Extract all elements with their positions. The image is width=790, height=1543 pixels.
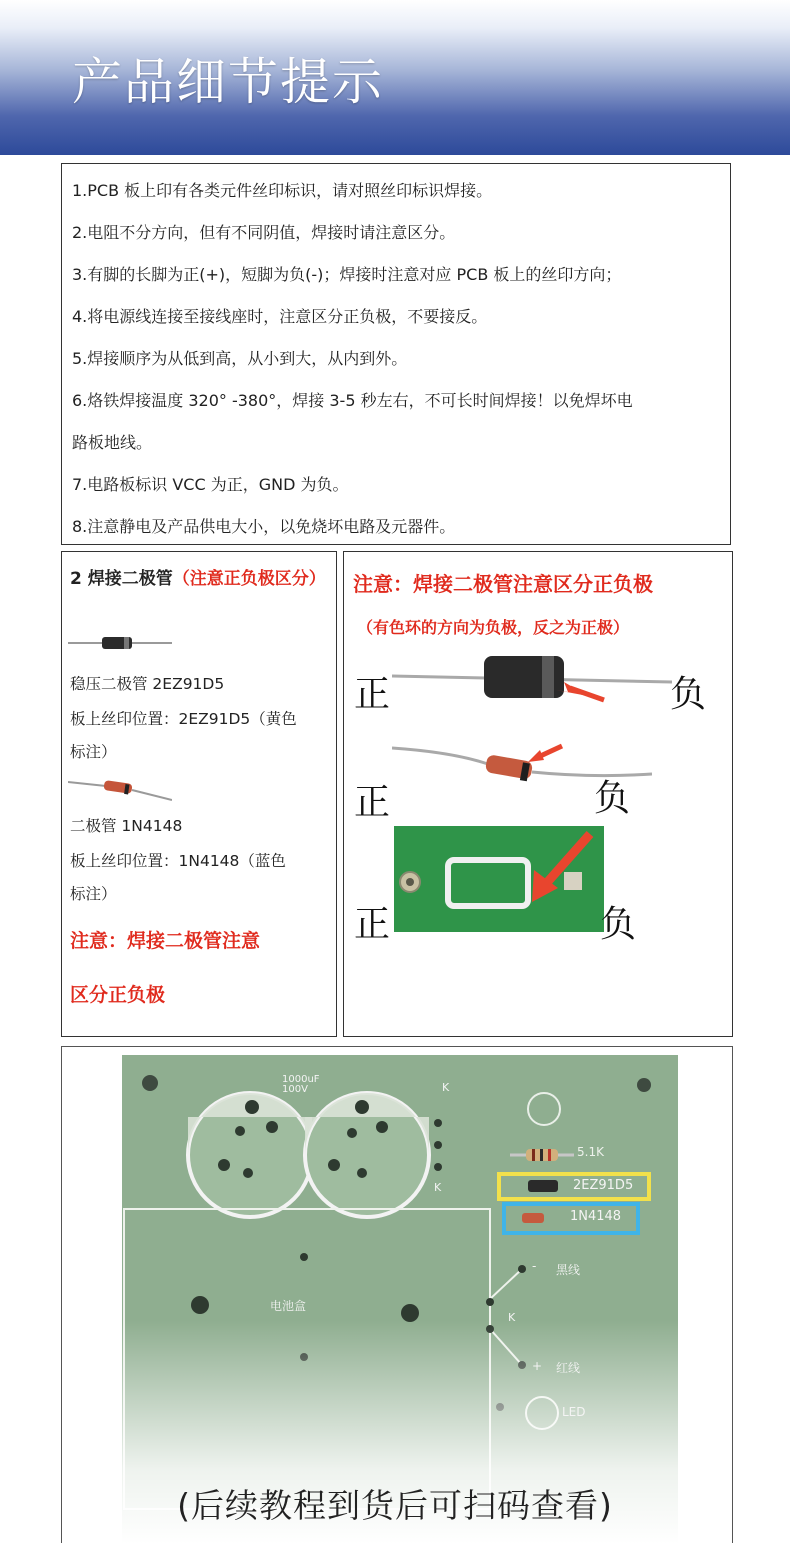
section-title-text: 2 焊接二极管 — [70, 569, 173, 589]
notes-box — [61, 163, 731, 545]
signal-diode-image — [68, 774, 172, 802]
note-item: 3.有脚的长脚为正(+)，短脚为负(-)；焊接时注意对应 PCB 板上的丝印方向； — [72, 265, 622, 284]
negative-label: 负 — [600, 904, 637, 945]
note-item: 8.注意静电及产品供电大小，以免烧坏电路及元器件。 — [72, 517, 456, 536]
section-title — [70, 562, 332, 596]
signal-diode-name: 二极管 1N4148 — [70, 817, 183, 835]
zener-silk-position-cont: 标注） — [70, 743, 117, 761]
zener-diode-photo — [392, 646, 672, 716]
positive-label: 正 — [354, 782, 391, 823]
section-title-note: （注意正负极区分） — [172, 569, 326, 589]
zener-diode-name: 稳压二极管 2EZ91D5 — [70, 675, 225, 693]
plus-sign: + — [532, 1359, 543, 1373]
note-item: 路板地线。 — [72, 433, 153, 452]
polarity-warning: 注意：焊接二极管注意 — [70, 930, 261, 952]
note-item: 4.将电源线连接至接线座时，注意区分正负极，不要接反。 — [72, 307, 488, 326]
diode-silk-label: 1N4148 — [570, 1209, 622, 1224]
page-header — [0, 0, 790, 155]
capacitor-value: 1000uF — [282, 1074, 320, 1085]
polarity-guide-subtitle: （有色环的方向为负极，反之为正极） — [357, 618, 630, 637]
signal-silk-position-cont: 标注） — [70, 885, 117, 903]
positive-label: 正 — [354, 904, 391, 945]
zener-silk-label: 2EZ91D5 — [573, 1178, 634, 1193]
capacitor-voltage: 100V — [282, 1084, 308, 1095]
k-silk-label: K — [442, 1081, 450, 1094]
tutorial-footer-note: (后续教程到货后可扫码查看) — [177, 1486, 613, 1525]
signal-silk-position: 板上丝印位置：1N4148（蓝色 — [70, 852, 286, 870]
led-silk-label: LED — [562, 1405, 586, 1419]
diode-info-panel — [61, 551, 337, 1037]
battery-box-label: 电池盒 — [270, 1299, 307, 1313]
note-item: 2.电阻不分方向，但有不同阴值，焊接时请注意区分。 — [72, 223, 456, 242]
zener-diode-image — [68, 634, 172, 652]
note-item: 6.烙铁焊接温度 320° -380°，焊接 3-5 秒左右，不可长时间焊接！以免焊坏电 — [72, 391, 633, 410]
pcb-board-illustration — [62, 1047, 733, 1543]
pcb-board-photo — [61, 1046, 733, 1543]
polarity-guide-title: 注意：焊接二极管注意区分正负极 — [353, 572, 653, 596]
negative-label: 负 — [594, 778, 631, 819]
page-title: 产品细节提示 — [72, 53, 384, 111]
note-item: 1.PCB 板上印有各类元件丝印标识，请对照丝印标识焊接。 — [72, 181, 493, 200]
red-wire-label: 红线 — [556, 1361, 581, 1375]
k-silk-label: K — [508, 1311, 516, 1324]
note-item: 7.电路板标识 VCC 为正，GND 为负。 — [72, 475, 349, 494]
capacitor-silk-label — [282, 1075, 320, 1095]
zener-silk-position: 板上丝印位置：2EZ91D5（黄色 — [70, 710, 297, 728]
polarity-guide-panel — [343, 551, 733, 1037]
positive-label: 正 — [354, 674, 391, 715]
black-wire-label: 黑线 — [556, 1263, 581, 1277]
polarity-warning-cont: 区分正负极 — [70, 984, 166, 1006]
pcb-silkscreen-photo — [394, 826, 604, 932]
note-item: 5.焊接顺序为从低到高，从小到大，从内到外。 — [72, 349, 408, 368]
k-silk-label: K — [434, 1181, 442, 1194]
minus-sign: - — [532, 1259, 537, 1273]
negative-label: 负 — [670, 674, 707, 715]
resistor-silk-label: 5.1K — [577, 1145, 604, 1159]
